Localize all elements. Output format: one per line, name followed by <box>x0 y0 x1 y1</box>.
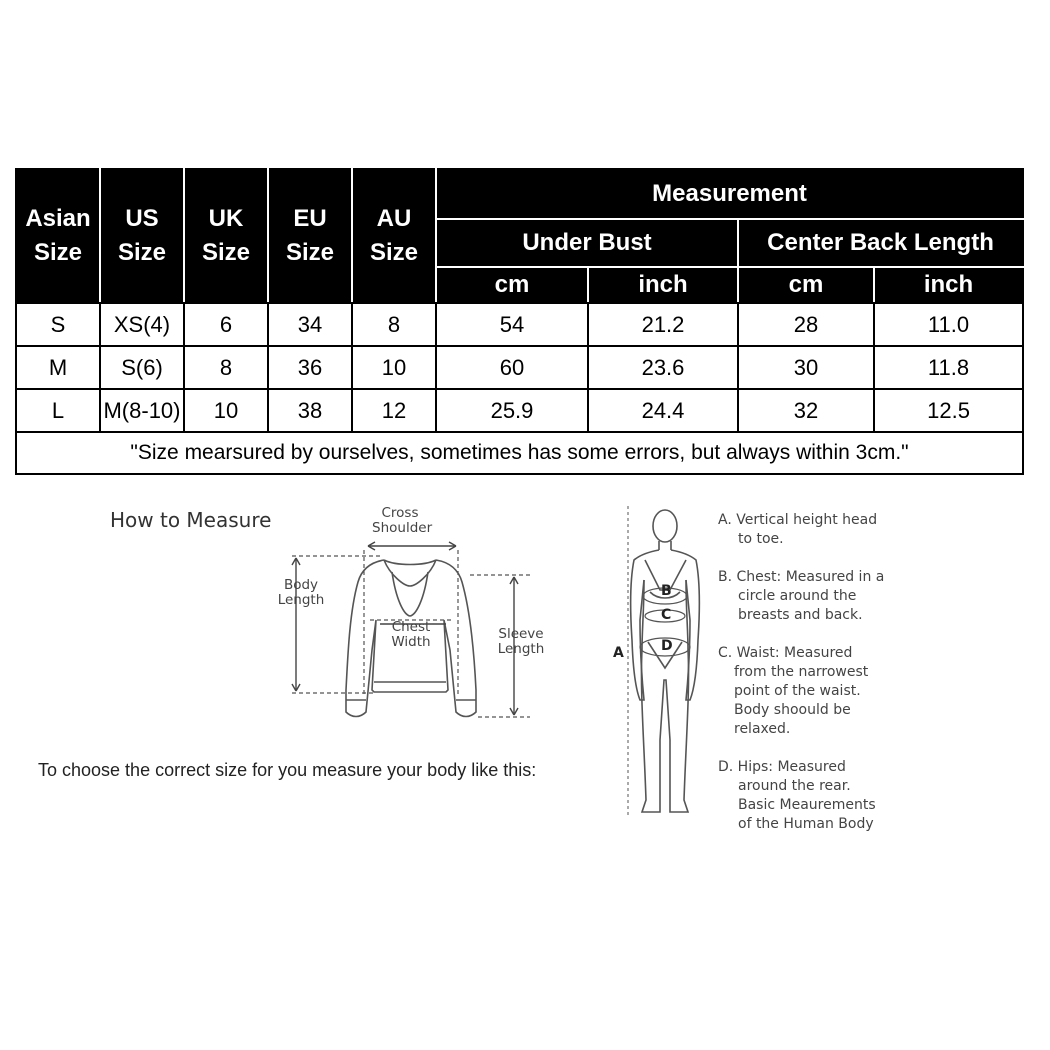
table-cell: 25.9 <box>436 389 588 432</box>
header-unit-cm: cm <box>436 267 588 303</box>
sleeve-length-label: Sleeve Length <box>497 626 545 657</box>
table-cell: 38 <box>268 389 352 432</box>
body-length-label: Body Length <box>277 577 325 608</box>
body-letter-d: D <box>661 638 673 654</box>
how-to-measure-title: How to Measure <box>110 508 272 532</box>
table-cell: 11.0 <box>874 303 1023 346</box>
instruction-text: To choose the correct size for you measure your body like this: <box>38 760 537 780</box>
table-cell: 32 <box>738 389 874 432</box>
table-cell: 60 <box>436 346 588 389</box>
table-cell: L <box>16 389 100 432</box>
table-cell: XS(4) <box>100 303 184 346</box>
table-cell: 8 <box>352 303 436 346</box>
table-cell: S(6) <box>100 346 184 389</box>
header-uk-size: UK Size <box>184 169 268 303</box>
table-cell: 21.2 <box>588 303 738 346</box>
header-measurement: Measurement <box>436 169 1023 219</box>
chest-width-label: Chest Width <box>391 619 431 650</box>
table-cell: 11.8 <box>874 346 1023 389</box>
table-cell: 54 <box>436 303 588 346</box>
table-cell: 10 <box>352 346 436 389</box>
header-center-back-length: Center Back Length <box>738 219 1023 267</box>
header-asian-size: Asian Size <box>16 169 100 303</box>
table-cell: S <box>16 303 100 346</box>
header-eu-size: EU Size <box>268 169 352 303</box>
table-cell: 6 <box>184 303 268 346</box>
table-cell: 12.5 <box>874 389 1023 432</box>
table-cell: M(8-10) <box>100 389 184 432</box>
legend-d: D. Hips: Measured around the rear. Basic Meaurements of the Human Body <box>718 759 876 832</box>
table-cell: 30 <box>738 346 874 389</box>
legend-c: C. Waist: Measured from the narrowest point of the waist. Body shoould be relaxed. <box>718 645 869 737</box>
header-au-size: AU Size <box>352 169 436 303</box>
header-unit-inch: inch <box>874 267 1023 303</box>
body-letter-c: C <box>661 607 672 623</box>
table-cell: 23.6 <box>588 346 738 389</box>
table-cell: 36 <box>268 346 352 389</box>
table-cell: 28 <box>738 303 874 346</box>
body-letter-a: A <box>613 645 624 661</box>
header-us-size: US Size <box>100 169 184 303</box>
size-note: "Size mearsured by ourselves, sometimes has some errors, but always within 3cm." <box>16 432 1023 474</box>
header-unit-inch: inch <box>588 267 738 303</box>
legend-b: B. Chest: Measured in a circle around the breasts and back. <box>718 569 885 623</box>
body-letter-b: B <box>661 583 672 599</box>
cross-shoulder-label: Cross Shoulder <box>372 505 433 536</box>
table-cell: 34 <box>268 303 352 346</box>
table-cell: 12 <box>352 389 436 432</box>
legend-a: A. Vertical height head to toe. <box>718 512 878 547</box>
table-cell: 8 <box>184 346 268 389</box>
table-cell: 24.4 <box>588 389 738 432</box>
table-cell: M <box>16 346 100 389</box>
header-under-bust: Under Bust <box>436 219 738 267</box>
header-unit-cm: cm <box>738 267 874 303</box>
body-figure-illustration <box>628 506 699 815</box>
table-cell: 10 <box>184 389 268 432</box>
